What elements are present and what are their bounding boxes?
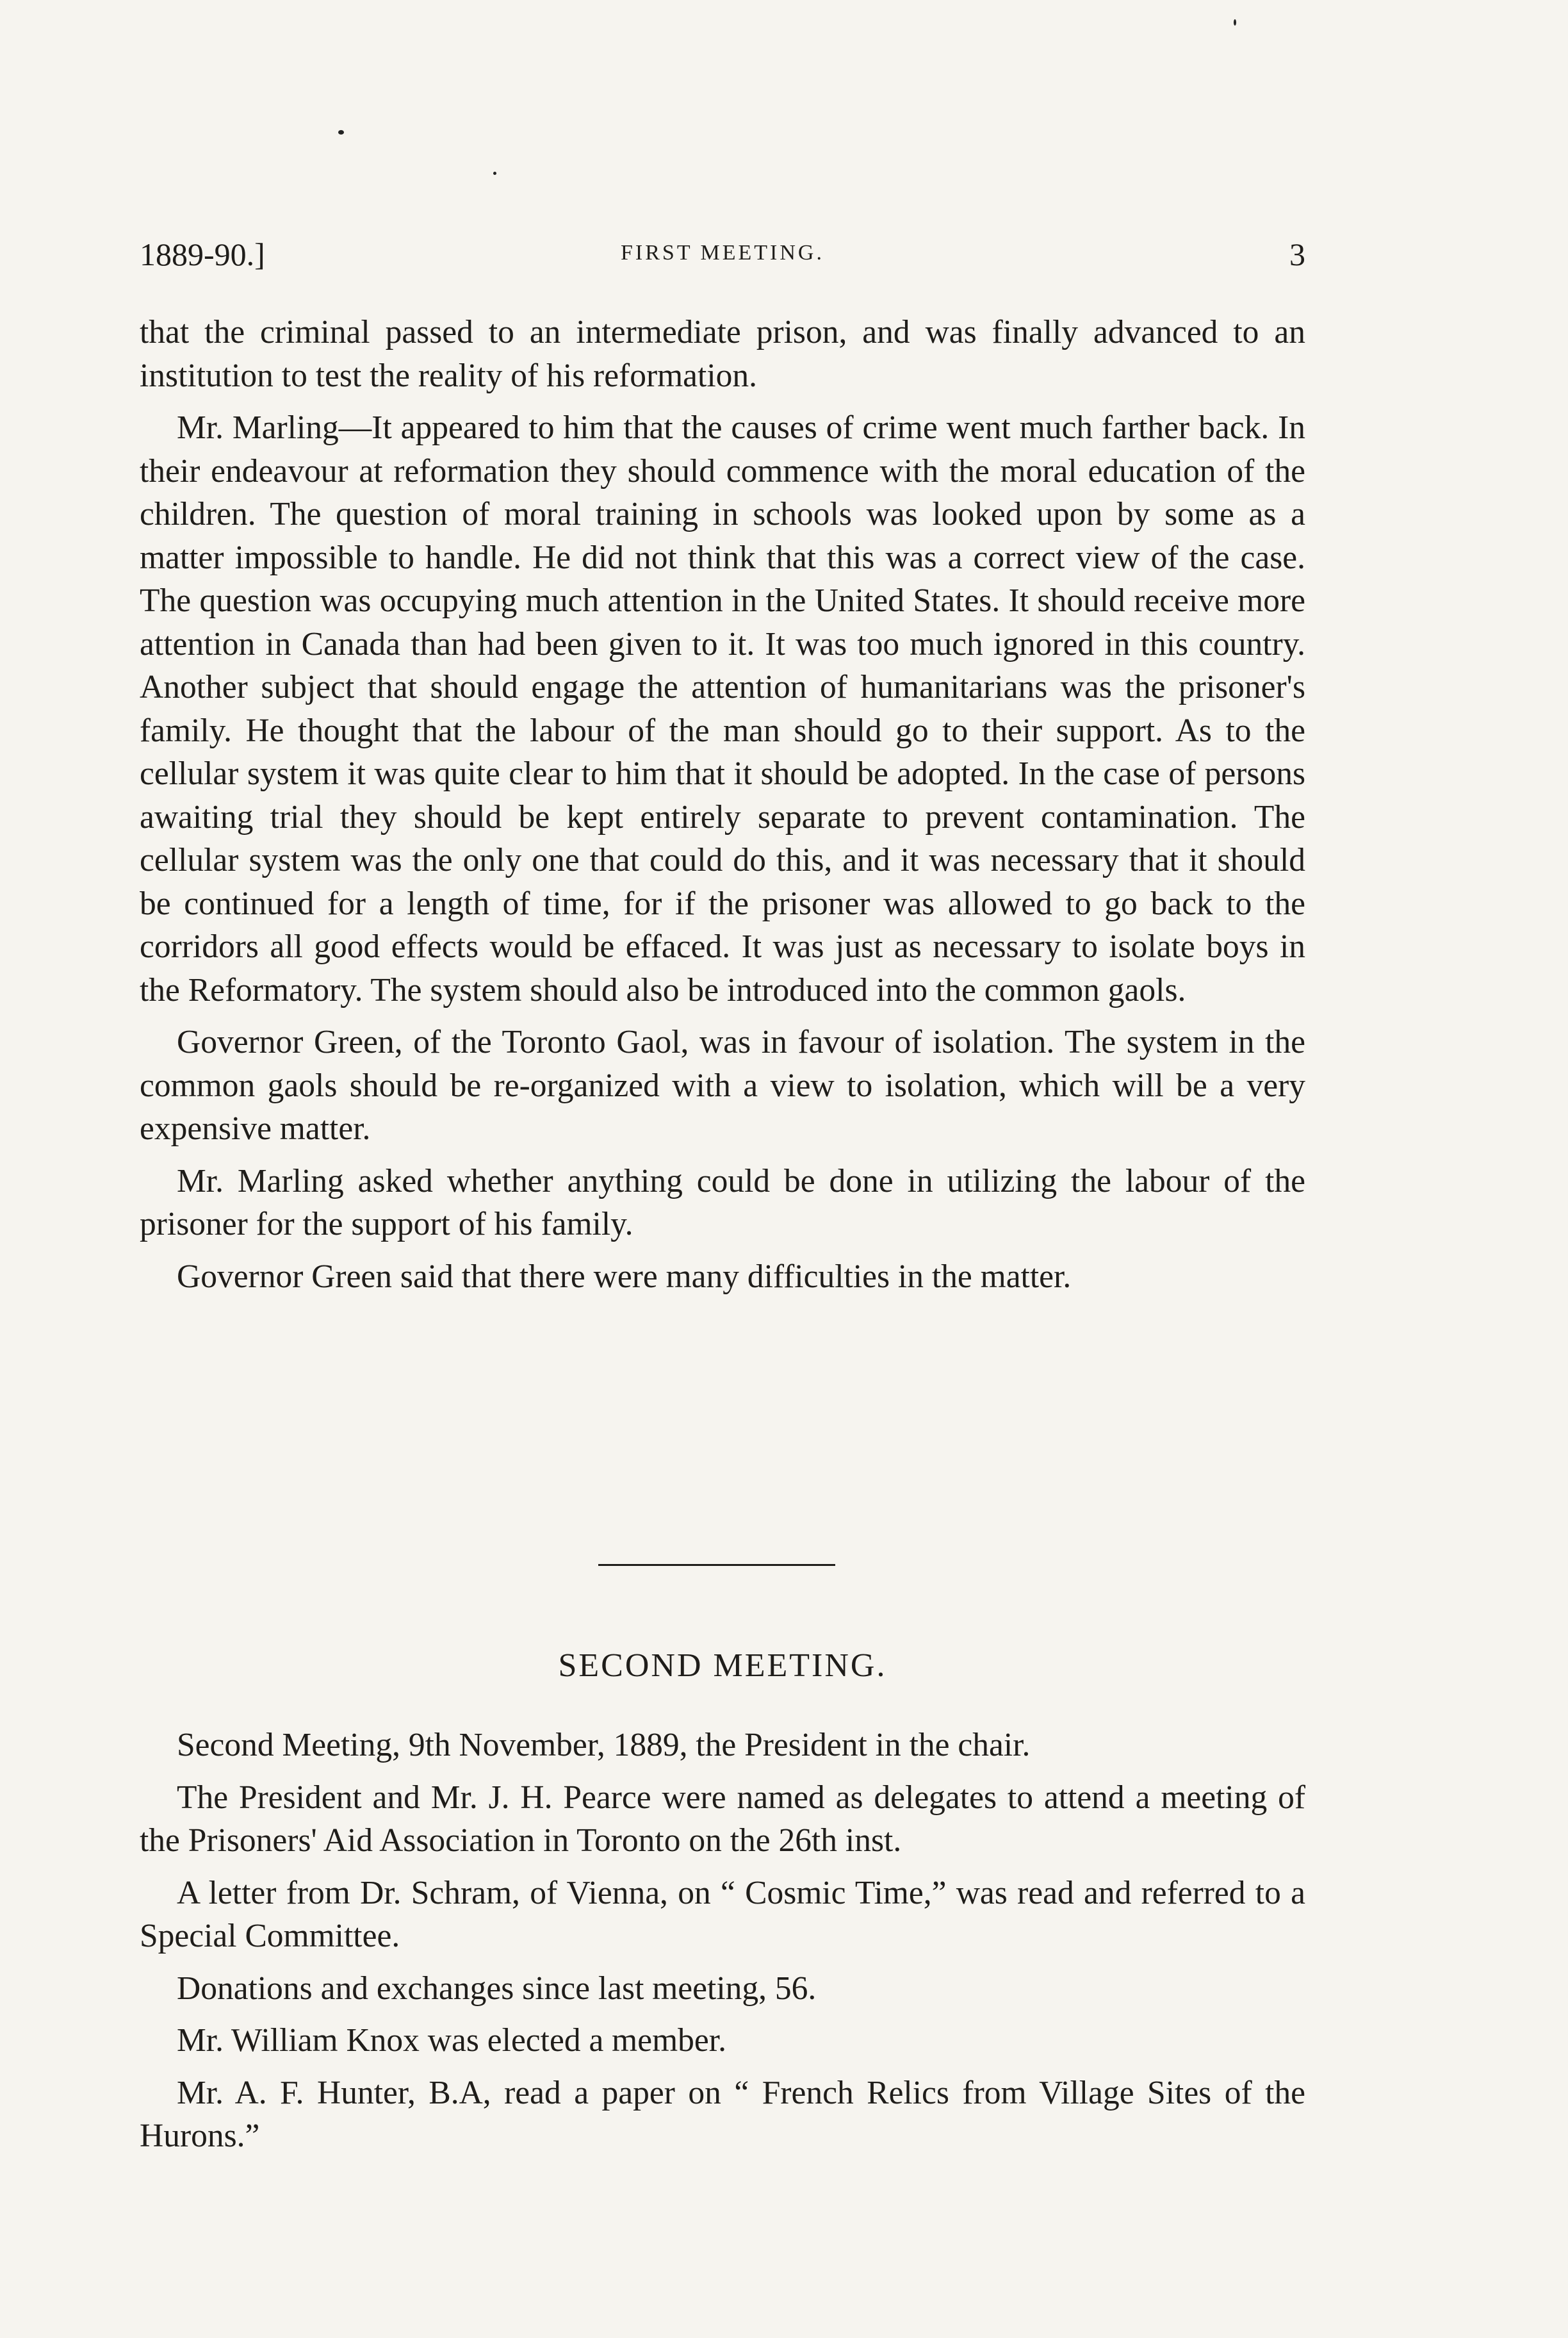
section-divider: [598, 1564, 835, 1566]
paragraph: Mr. A. F. Hunter, B.A, read a paper on “ French Relics from Village Sites of the Hurons.”: [140, 2074, 1305, 2154]
first-meeting-text: [140, 311, 1305, 1307]
section-heading: SECOND MEETING.: [558, 1647, 887, 1684]
paragraph: Mr. Marling asked whether anything could be done in utilizing the labour of the prisoner for the support of his family.: [140, 1162, 1305, 1242]
second-meeting-text: [140, 1724, 1305, 2167]
ink-speck: [1234, 19, 1236, 26]
page-number: 3: [1289, 236, 1305, 272]
paragraph: Governor Green, of the Toronto Gaol, was in favour of isolation. The system in the common gaols should be re-organized with a view to isolation, which will be a very expensive matter.: [140, 1024, 1305, 1147]
paragraph: that the criminal passed to an intermediate prison, and was finally advanced to an institution to test the reality of his reformation.: [140, 314, 1305, 394]
paragraph: Mr. Marling—It appeared to him that the causes of crime went much farther back. In their endeavour at reformation they should commence with the moral education of the children. The question of moral training in schools was looked upon by some as a matter impossible to handle. He did not think that this was a correct view of the case. The question was occupying much attention in the United States. It should receive more attention in Canada than had been given to it. It was too much ignored in this country. Another subject that should engage the attention of humanitarians was the prisoner's family. He thought that the labour of the man should go to their support. As to the cellular system it was quite clear to him that it should be adopted. In the case of persons awaiting trial they should be kept entirely separate to prevent contamination. The cellular system was the only one that could do this, and it was necessary that it should be continued for a length of time, for if the prisoner was allowed to go back to the corridors all good effects would be effaced. It was just as necessary to isolate boys in the Reformatory. The system should also be introduced into the common gaols.: [140, 409, 1305, 1008]
ink-speck: [338, 130, 344, 135]
paragraph: Donations and exchanges since last meeting, 56.: [177, 1970, 817, 2007]
ink-speck: [493, 172, 496, 175]
paragraph: Mr. William Knox was elected a member.: [177, 2022, 726, 2059]
paragraph: Second Meeting, 9th November, 1889, the President in the chair.: [177, 1727, 1031, 1763]
header-volume-year: 1889-90.]: [140, 236, 265, 272]
paragraph: A letter from Dr. Schram, of Vienna, on “ Cosmic Time,” was read and referred to a Special Committee.: [140, 1874, 1305, 1954]
header-section-title: FIRST MEETING.: [621, 241, 824, 265]
running-header: [140, 236, 1305, 281]
paragraph: Governor Green said that there were many difficulties in the matter.: [177, 1258, 1072, 1295]
paragraph: The President and Mr. J. H. Pearce were named as delegates to attend a meeting of the Prisoners' Aid Association in Toronto on the 26th inst.: [140, 1779, 1305, 1859]
